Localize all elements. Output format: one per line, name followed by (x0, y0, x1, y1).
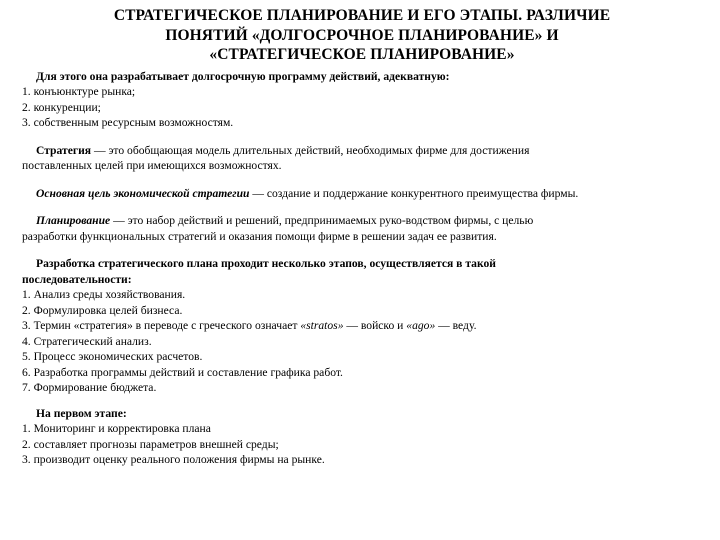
stages-heading: Разработка стратегического плана проходит несколько этапов, осуществляется в такой (36, 257, 496, 270)
intro-heading: Для этого она разрабатывает долгосрочную программу действий, адекватную: (36, 69, 450, 83)
title-line-2: ПОНЯТИЙ «ДОЛГОСРОЧНОЕ ПЛАНИРОВАНИЕ» И (165, 26, 559, 44)
title-line-3: «СТРАТЕГИЧЕСКОЕ ПЛАНИРОВАНИЕ» (209, 46, 515, 63)
first-stage-item-1: 1. Мониторинг и корректировка плана (22, 422, 211, 435)
intro-item-1: 1. конъюнктуре рынка; (22, 85, 136, 98)
goal-term: Основная цель экономической стратегии (36, 186, 250, 200)
strategy-definition: Стратегия — это обобщающая модель длительных действий, необходимых фирме для достижения поставленных целей при имеющихся возможностях. (22, 143, 530, 172)
stage-item-1: 1. Анализ среды хозяйствования. (22, 288, 186, 301)
stage-item-7: 7. Формирование бюджета. (22, 381, 157, 394)
stage-item-3: 3. Термин «стратегия» в переводе с греческого означает «stratos» — войско и «ago» — веду. (22, 319, 477, 332)
planning-definition: Планирование — это набор действий и решений, предпринимаемых руко-водством фирмы, с целью разработки функциональных стратегий и оказания помощи фирме в решении задач ее развития. (22, 214, 534, 243)
first-stage-section (22, 406, 702, 468)
intro-item-2: 2. конкуренции; (22, 100, 101, 114)
stage-item-2: 2. Формулировка целей бизнеса. (22, 303, 183, 317)
intro-item-3: 3. собственным ресурсным возможностям. (22, 116, 234, 129)
title-line-1: СТРАТЕГИЧЕСКОЕ ПЛАНИРОВАНИЕ И ЕГО ЭТАПЫ. РАЗЛИЧИЕ (113, 7, 611, 24)
stage-item-5: 5. Процесс экономических расчетов. (22, 350, 203, 363)
first-stage-item-2: 2. составляет прогнозы параметров внешней среды; (22, 437, 279, 451)
planning-term: Планирование (36, 214, 111, 227)
stages-section: Разработка стратегического плана проходит несколько этапов, осуществляется в такой последовательности: 1. Анализ среды хозяйствования. 2. Формулировка целей бизнеса. 3. Термин «стратегия» в переводе с греческого означает «stratos» — войско и «ago» — веду. 4. Стратегический анализ. 5. Процесс экономических расчетов. 6. Разработка программы действий и составление графика работ. 7. Формирование бюджета. (22, 256, 702, 396)
stage-item-4: 4. Стратегический анализ. (22, 334, 152, 348)
first-stage-heading: На первом этапе: (36, 406, 127, 420)
strategy-term: Стратегия (36, 143, 92, 157)
stage-item-6: 6. Разработка программы действий и составление графика работ. (22, 365, 343, 379)
intro-section (22, 69, 702, 131)
page-title (22, 6, 702, 65)
goal-definition: Основная цель экономической стратегии — создание и поддержание конкурентного преимущества фирмы. (36, 186, 579, 200)
first-stage-item-3: 3. производит оценку реального положения фирмы на рынке. (22, 453, 325, 466)
